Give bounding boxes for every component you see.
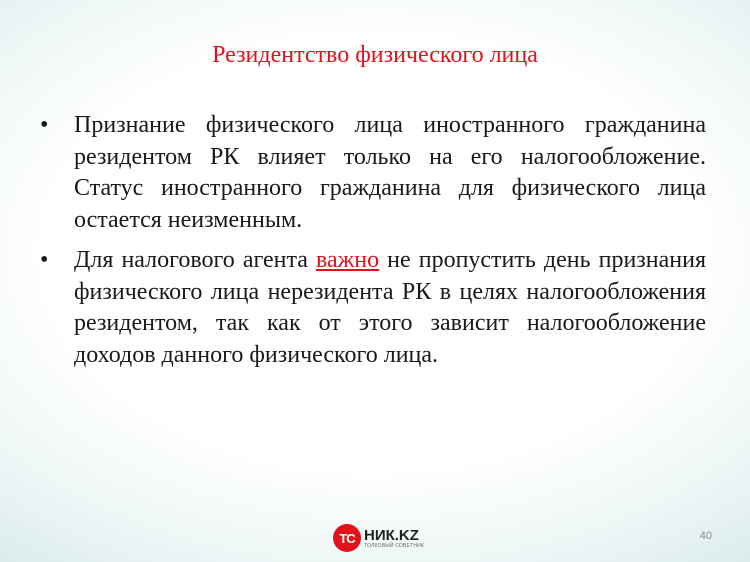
logo-text-group [364,528,424,549]
bullet-marker: • [40,112,49,138]
bullet-list [38,110,706,380]
brand-logo [333,522,424,554]
logo-tagline: ТОЛКОВЫЙ СОВЕТНИК [364,542,425,549]
bullet-item [38,110,706,236]
logo-mark-icon: TC [333,524,361,552]
bullet-text: Признание физического лица иностранного гражданина резидентом РК влияет только на его налогообложение. Статус иностранного гражданина для физического лица остается неизменным. [74,112,706,233]
highlight-link[interactable]: важно [316,247,380,273]
page-number: 40 [699,530,712,542]
bullet-text-start: Для налогового агента [74,247,317,273]
logo-text: НИК.KZ [364,526,419,544]
slide-title: Резидентство физического лица [212,42,538,68]
bullet-item [38,245,706,371]
bullet-text-end: не пропустить день признания физического лица нерезидента РК в целях налогообложения резидентом, так как от этого зависит налогообложение доходов данного физического лица. [74,247,706,368]
bullet-marker: • [40,247,49,273]
